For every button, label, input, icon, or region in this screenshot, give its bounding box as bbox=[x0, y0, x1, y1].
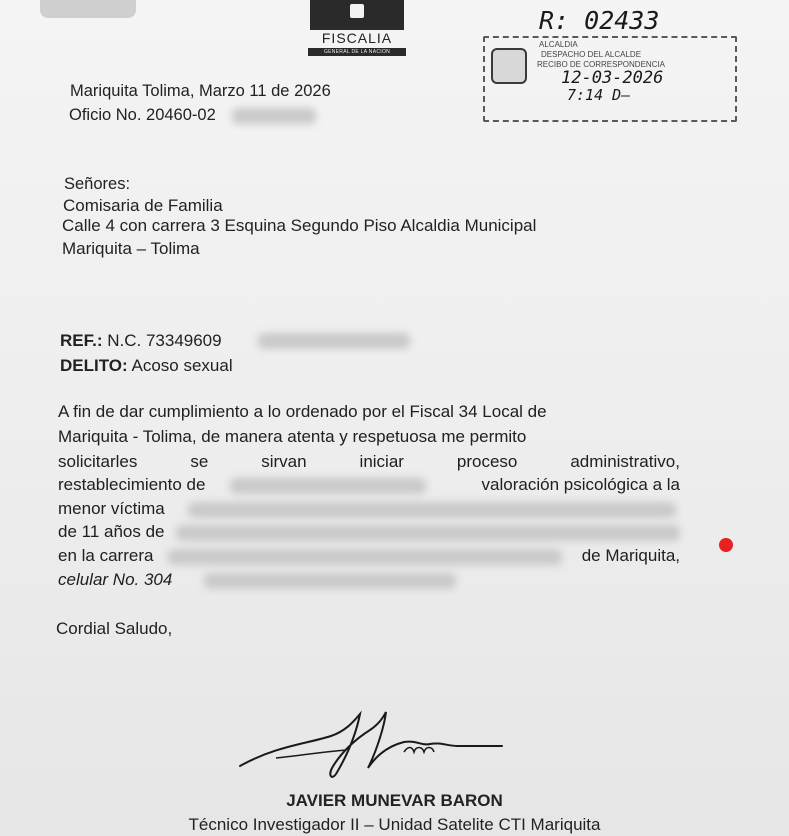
recipient-name: Comisaria de Familia bbox=[63, 196, 223, 215]
line7-end: de Mariquita, bbox=[581, 546, 680, 565]
body-line-1: A fin de dar cumplimiento a lo ordenado por el Fiscal 34 Local de bbox=[58, 402, 547, 421]
delito-line bbox=[60, 356, 233, 376]
ref-value: N.C. 73349609 bbox=[107, 331, 222, 350]
body-line-6: de 11 años de bbox=[58, 522, 165, 541]
recipient-city: Mariquita – Tolima bbox=[62, 239, 200, 258]
red-dot-marker bbox=[719, 538, 733, 552]
word: solicitarles bbox=[58, 452, 138, 471]
oficio-number: Oficio No. 20460-02 bbox=[69, 106, 216, 124]
word: se bbox=[190, 452, 209, 471]
stamp-radicado: R: 02433 bbox=[539, 6, 660, 35]
photo-edge-artifact bbox=[40, 0, 136, 18]
recipient-salutation: Señores: bbox=[64, 175, 131, 193]
redaction-blur bbox=[188, 502, 676, 518]
word: iniciar bbox=[359, 452, 404, 471]
delito-label: DELITO: bbox=[60, 356, 128, 375]
stamp-date: 12-03-2026 bbox=[561, 68, 664, 88]
reference-line bbox=[60, 331, 222, 351]
handwritten-signature bbox=[236, 706, 506, 786]
body-line-8: celular No. 304 bbox=[58, 570, 173, 589]
stamp-time: 7:14 D— bbox=[567, 86, 631, 104]
logo-text: FISCALIA bbox=[321, 30, 393, 46]
line4-start: restablecimiento de bbox=[58, 475, 206, 494]
redaction-blur bbox=[232, 108, 316, 124]
stamp-line-2: DESPACHO DEL ALCALDE bbox=[541, 50, 642, 59]
body-line-2: Mariquita - Tolima, de manera atenta y respetuosa me permito bbox=[58, 427, 527, 446]
word: sirvan bbox=[261, 452, 307, 471]
redaction-blur bbox=[176, 525, 680, 541]
signer-name: JAVIER MUNEVAR BARON bbox=[286, 791, 503, 810]
redaction-blur bbox=[230, 478, 426, 494]
word: proceso bbox=[456, 452, 518, 471]
line7-start: en la carrera bbox=[58, 546, 154, 565]
redaction-blur bbox=[258, 333, 410, 349]
stamp-line-3: RECIBO DE CORRESPONDENCIA bbox=[537, 60, 666, 69]
closing: Cordial Saludo, bbox=[56, 619, 173, 638]
body-line-3 bbox=[58, 452, 680, 472]
place-date: Mariquita Tolima, Marzo 11 de 2026 bbox=[70, 82, 331, 100]
signer-title: Técnico Investigador II – Unidad Satelite CTI Mariquita bbox=[188, 815, 601, 834]
body-line-5: menor víctima bbox=[58, 499, 165, 518]
redaction-blur bbox=[204, 573, 456, 589]
recipient-address: Calle 4 con carrera 3 Esquina Segundo Piso Alcaldia Municipal bbox=[62, 216, 537, 235]
fiscalia-logo bbox=[306, 0, 408, 66]
word: administrativo, bbox=[570, 452, 680, 471]
ref-label: REF.: bbox=[60, 331, 103, 350]
reception-stamp bbox=[483, 6, 751, 128]
delito-value: Acoso sexual bbox=[131, 356, 233, 375]
line4-end: valoración psicológica a la bbox=[481, 475, 680, 494]
stamp-line-1: ALCALDIA bbox=[539, 40, 578, 49]
logo-emblem-icon bbox=[310, 0, 404, 30]
stamp-emblem-icon bbox=[491, 48, 527, 84]
redaction-blur bbox=[168, 549, 562, 565]
logo-subtext: GENERAL DE LA NACION bbox=[308, 48, 406, 56]
